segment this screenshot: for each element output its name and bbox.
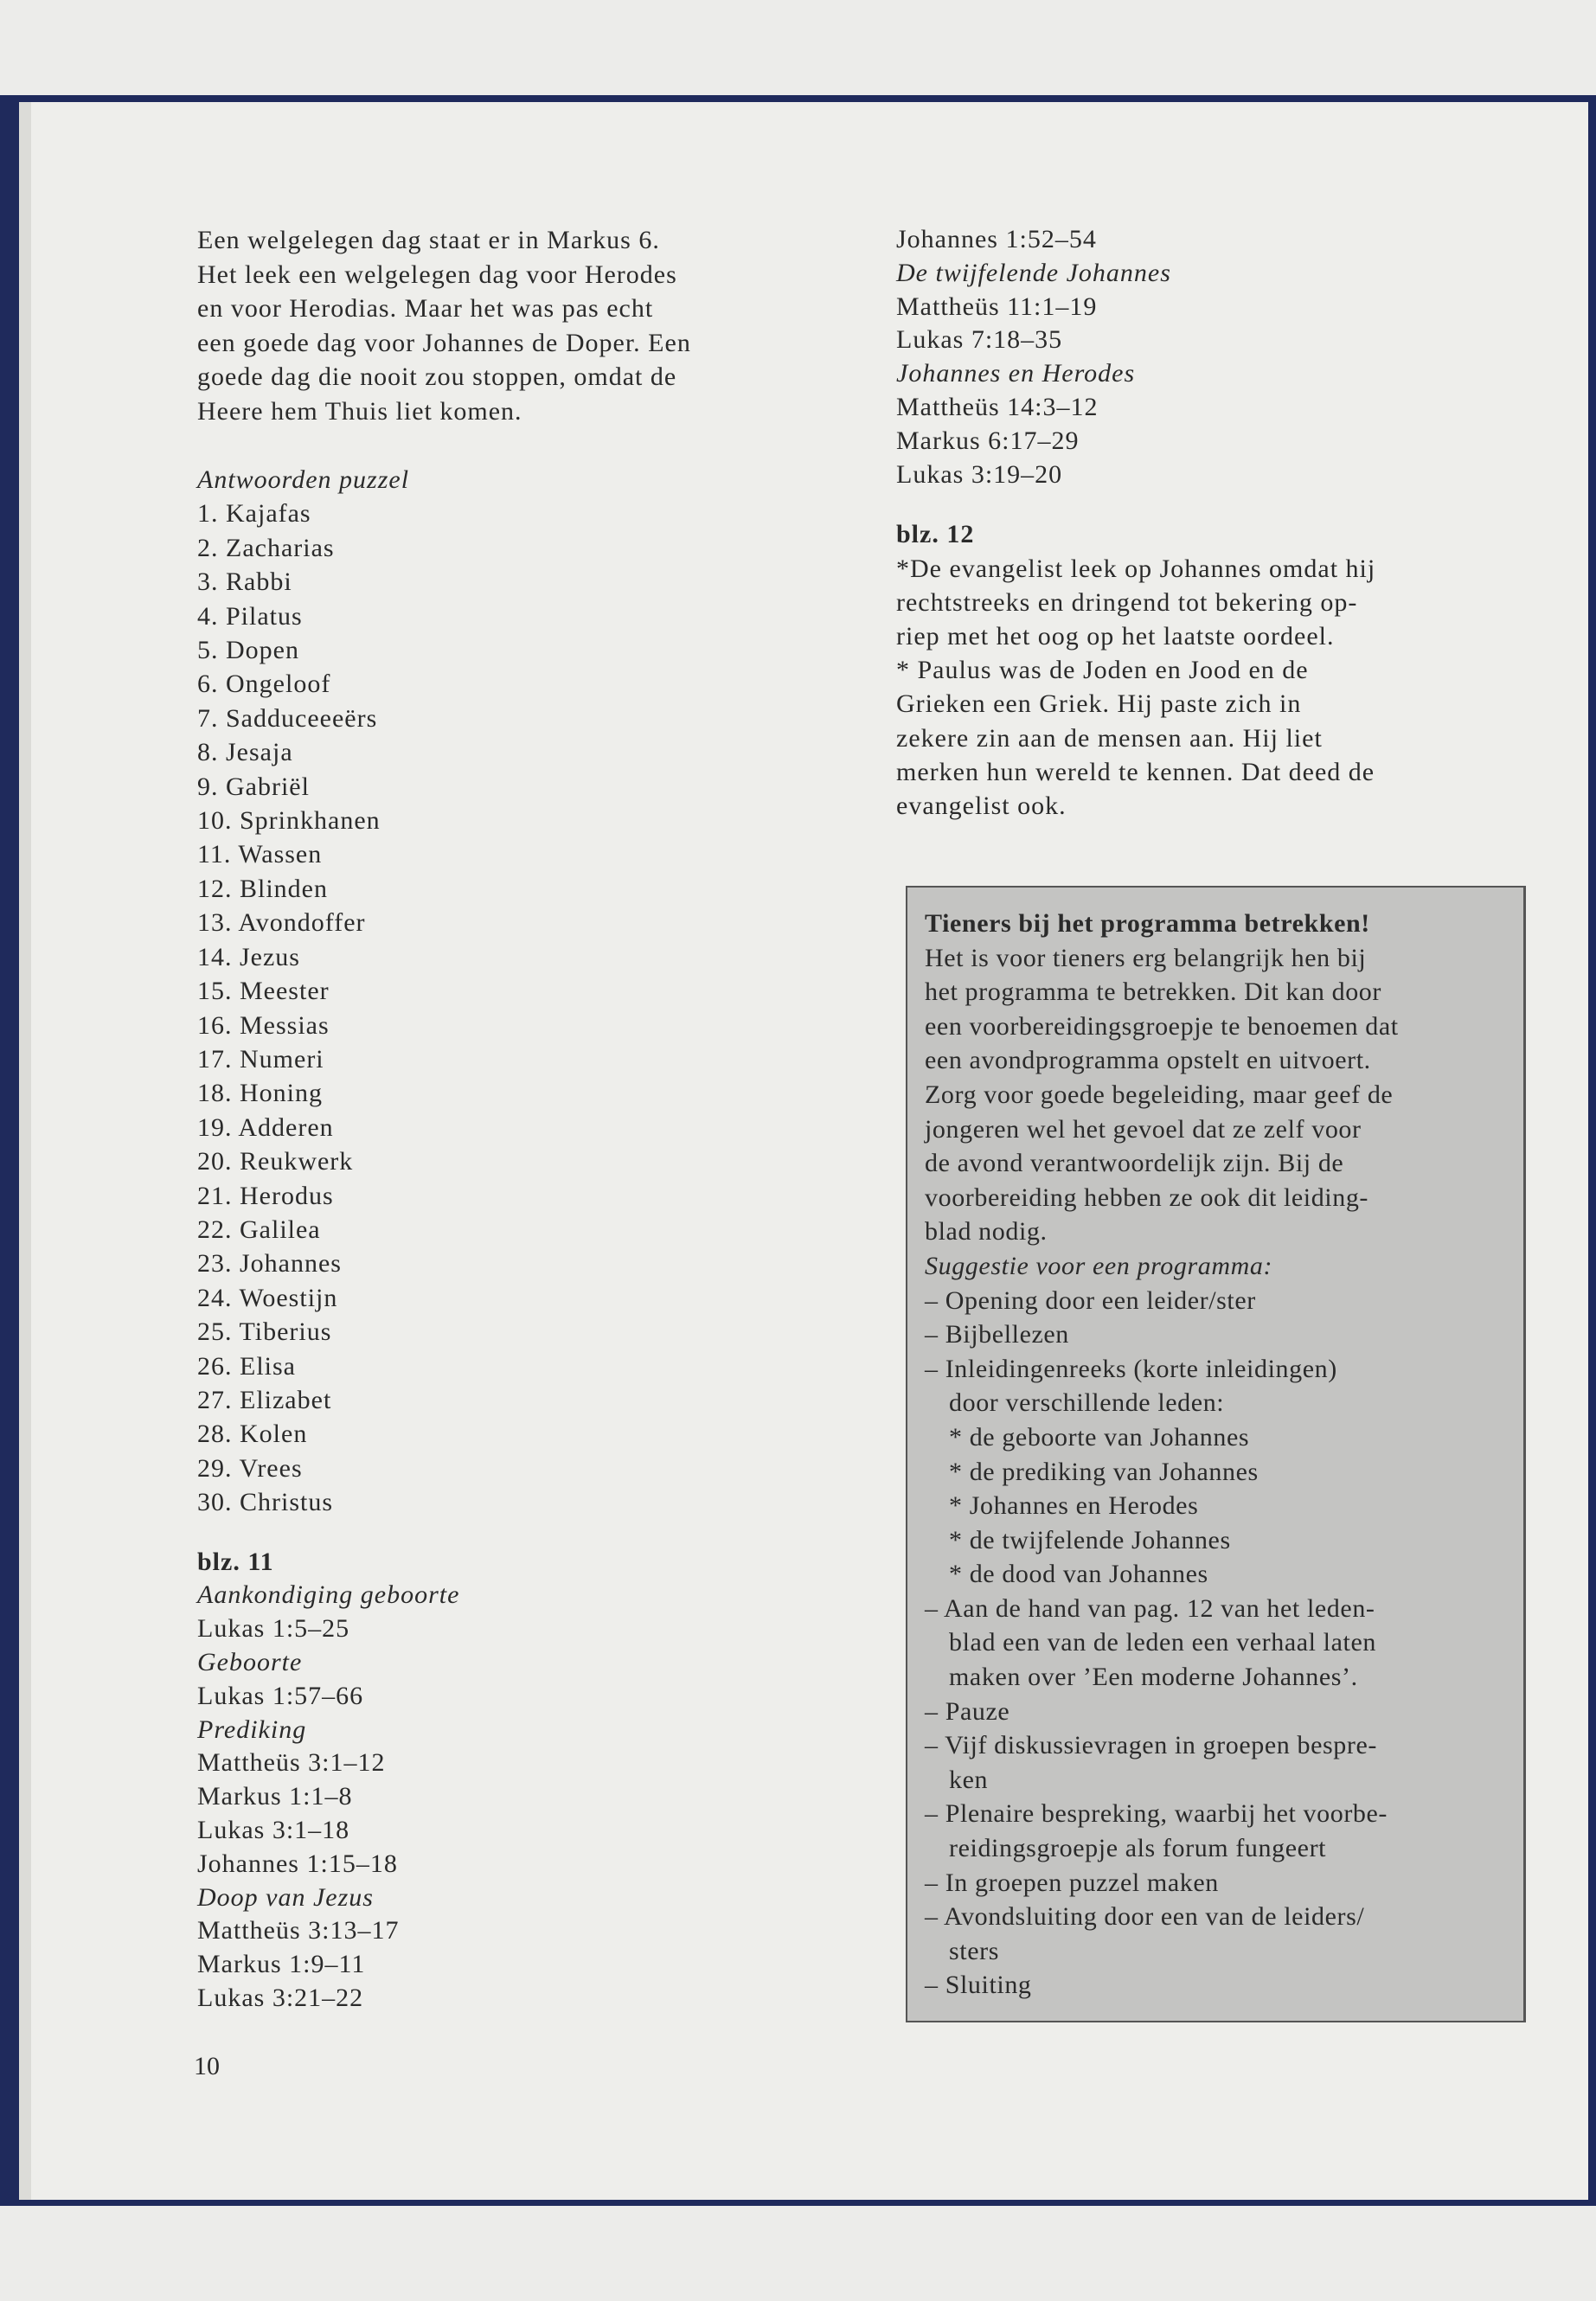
puzzle-answer: 5. Dopen <box>197 636 299 665</box>
tip-box-line: de avond verantwoordelijk zijn. Bij de <box>925 1149 1344 1178</box>
program-item: – Avondsluiting door een van de leiders/ <box>925 1902 1365 1932</box>
puzzle-answer: 20. Reukwerk <box>197 1147 354 1176</box>
page-number: 10 <box>194 2052 220 2080</box>
program-item: – Bijbellezen <box>925 1320 1069 1349</box>
puzzle-answer: 6. Ongeloof <box>197 670 331 699</box>
puzzle-answer: 8. Jesaja <box>197 738 293 767</box>
puzzle-answer: 28. Kolen <box>197 1420 308 1449</box>
blz12-section <box>896 517 1536 823</box>
program-item: – Opening door een leider/ster <box>925 1285 1256 1315</box>
program-list <box>925 1284 1523 2003</box>
blz11-line: Prediking <box>197 1715 307 1744</box>
puzzle-answer: 3. Rabbi <box>197 567 292 597</box>
tip-box-line: Het is voor tieners erg belangrijk hen bij <box>925 943 1367 972</box>
program-item: reidingsgroepje als forum fungeert <box>949 1834 1327 1863</box>
puzzle-answer: 25. Tiberius <box>197 1317 332 1347</box>
reference-line: Johannes 1:52–54 <box>896 225 1097 253</box>
reference-line: De twijfelende Johannes <box>896 258 1171 287</box>
blz11-line: Markus 1:1–8 <box>197 1782 353 1811</box>
puzzle-answer: 4. Pilatus <box>197 601 303 631</box>
program-item: * de geboorte van Johannes <box>949 1422 1250 1452</box>
blz11-line: Geboorte <box>197 1647 303 1676</box>
intro-paragraph <box>197 223 863 428</box>
puzzle-answer: 11. Wassen <box>197 840 323 869</box>
blz12-line: zekere zin aan de mensen aan. Hij liet <box>896 723 1323 753</box>
blz12-line: Grieken een Griek. Hij paste zich in <box>896 689 1302 719</box>
tip-box-line: een voorbereidingsgroepje te benoemen dat <box>925 1011 1399 1041</box>
tip-box-line: Zorg voor goede begeleiding, maar geef de <box>925 1080 1394 1109</box>
blz11-line: Doop van Jezus <box>197 1882 374 1912</box>
blz11-line: Lukas 3:21–22 <box>197 1983 364 2012</box>
puzzle-answer: 22. Galilea <box>197 1215 321 1244</box>
blz12-text <box>896 552 1536 824</box>
puzzle-answer: 13. Avondoffer <box>197 908 366 938</box>
puzzle-answer: 23. Johannes <box>197 1249 342 1279</box>
program-item: ken <box>949 1765 989 1794</box>
blz11-line: Markus 1:9–11 <box>197 1950 366 1979</box>
intro-line: Heere hem Thuis liet komen. <box>197 396 522 426</box>
blz12-line: *De evangelist leek op Johannes omdat hij <box>896 554 1376 583</box>
program-item: sters <box>949 1936 999 1965</box>
blz11-line: Aankondiging geboorte <box>197 1580 460 1610</box>
program-item: * Johannes en Herodes <box>949 1491 1199 1521</box>
puzzle-heading: Antwoorden puzzel <box>197 465 410 494</box>
program-item: – Inleidingenreeks (korte inleidingen) <box>925 1354 1337 1383</box>
puzzle-answer: 26. Elisa <box>197 1351 296 1381</box>
right-reference-list <box>896 223 1536 491</box>
program-item: door verschillende leden: <box>949 1388 1225 1418</box>
puzzle-answer: 29. Vrees <box>197 1453 303 1483</box>
blz12-line: * Paulus was de Joden en Jood en de <box>896 656 1309 685</box>
puzzle-answer: 9. Gabriël <box>197 772 310 801</box>
blz11-line: Lukas 1:5–25 <box>197 1614 350 1644</box>
puzzle-answer: 27. Elizabet <box>197 1385 332 1414</box>
tip-box-title: Tieners bij het programma betrekken! <box>925 909 1370 938</box>
puzzle-answer: 19. Adderen <box>197 1112 334 1142</box>
right-column <box>896 223 1536 823</box>
blz11-line: Lukas 1:57–66 <box>197 1681 364 1710</box>
puzzle-answer: 7. Sadduceeeërs <box>197 703 378 733</box>
blz11-section <box>197 1546 863 2016</box>
program-item: – Vijf diskussievragen in groepen bespre- <box>925 1731 1377 1760</box>
puzzle-answer: 24. Woestijn <box>197 1283 338 1312</box>
program-item: * de dood van Johannes <box>949 1560 1208 1589</box>
program-item: – Plenaire bespreking, waarbij het voorbe- <box>925 1799 1388 1829</box>
intro-line: Het leek een welgelegen dag voor Herodes <box>197 260 677 289</box>
blz12-line: evangelist ook. <box>896 792 1067 820</box>
left-column <box>197 223 863 2016</box>
program-item: * de twijfelende Johannes <box>949 1525 1231 1554</box>
reference-line: Lukas 3:19–20 <box>896 459 1063 489</box>
blz12-heading: blz. 12 <box>896 520 975 549</box>
reference-line: Mattheüs 11:1–19 <box>896 292 1098 321</box>
tip-box-line: een avondprogramma opstelt en uitvoert. <box>925 1046 1371 1075</box>
blz12-line: rechtstreeks en dringend tot bekering op- <box>896 587 1358 617</box>
intro-line: goede dag die nooit zou stoppen, omdat de <box>197 362 677 391</box>
puzzle-answer: 16. Messias <box>197 1010 330 1040</box>
puzzle-answer: 1. Kajafas <box>197 499 311 529</box>
blz11-heading: blz. 11 <box>197 1547 274 1576</box>
intro-line: een goede dag voor Johannes de Doper. Een <box>197 328 691 357</box>
suggestion-heading: Suggestie voor een programma: <box>925 1251 1273 1280</box>
tip-box-line: jongeren wel het gevoel dat ze zelf voor <box>925 1114 1362 1144</box>
puzzle-answer: 17. Numeri <box>197 1044 324 1074</box>
puzzle-answer: 14. Jezus <box>197 942 300 971</box>
puzzle-answer: 12. Blinden <box>197 874 328 903</box>
puzzle-answer-list <box>197 497 863 1519</box>
program-item: maken over ’Een moderne Johannes’. <box>949 1663 1358 1692</box>
puzzle-answers <box>197 463 863 1520</box>
program-item: – In groepen puzzel maken <box>925 1868 1219 1897</box>
program-item: – Sluiting <box>925 1971 1032 2000</box>
blz12-line: merken hun wereld te kennen. Dat deed de <box>896 757 1375 786</box>
blz11-line: Lukas 3:1–18 <box>197 1815 350 1844</box>
tip-box-body <box>925 941 1523 1249</box>
puzzle-answer: 18. Honing <box>197 1079 323 1108</box>
blz11-reference-list <box>197 1579 863 2015</box>
tip-box <box>906 886 1526 2022</box>
reference-line: Johannes en Herodes <box>896 359 1136 388</box>
intro-line: Een welgelegen dag staat er in Markus 6. <box>197 226 660 254</box>
program-item: blad een van de leden een verhaal laten <box>949 1628 1376 1657</box>
blz11-line: Johannes 1:15–18 <box>197 1849 398 1878</box>
puzzle-answer: 30. Christus <box>197 1488 334 1517</box>
reference-line: Markus 6:17–29 <box>896 426 1080 455</box>
puzzle-answer: 21. Herodus <box>197 1181 334 1210</box>
tip-box-line: blad nodig. <box>925 1217 1048 1247</box>
program-item: * de prediking van Johannes <box>949 1457 1259 1486</box>
reference-line: Lukas 7:18–35 <box>896 325 1063 355</box>
blz11-line: Mattheüs 3:1–12 <box>197 1748 386 1778</box>
puzzle-answer: 2. Zacharias <box>197 533 335 562</box>
program-item: – Aan de hand van pag. 12 van het leden- <box>925 1593 1375 1623</box>
reference-line: Mattheüs 14:3–12 <box>896 392 1099 421</box>
puzzle-answer: 10. Sprinkhanen <box>197 806 381 836</box>
intro-line: en voor Herodias. Maar het was pas echt <box>197 294 654 323</box>
blz12-line: riep met het oog op het laatste oordeel. <box>896 621 1335 651</box>
program-item: – Pauze <box>925 1696 1010 1726</box>
puzzle-answer: 15. Meester <box>197 977 330 1006</box>
tip-box-line: het programma te betrekken. Dit kan door <box>925 977 1381 1007</box>
tip-box-line: voorbereiding hebben ze ook dit leiding- <box>925 1183 1369 1212</box>
blz11-line: Mattheüs 3:13–17 <box>197 1916 400 1945</box>
